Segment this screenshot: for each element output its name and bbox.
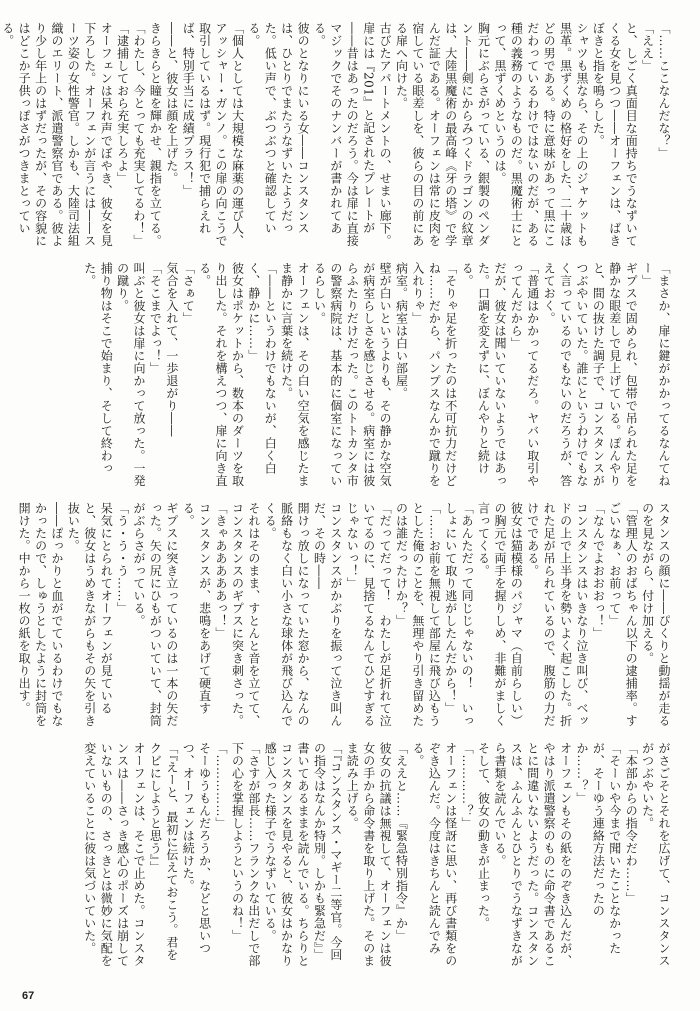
paragraph: 「『えーと、最初に伝えておこう。君をクビにしようと思う』」 xyxy=(148,742,179,961)
paragraph: 呆気にとられてオーフェンが見ていると、彼女はうめきながらもその矢を引き抜いた。 xyxy=(66,502,114,727)
paragraph: 「わたし、今とっても充実してるわ！」 xyxy=(132,22,146,247)
paragraph: そして、彼女の動きが止まった。 xyxy=(476,742,491,930)
page-number: 67 xyxy=(22,990,35,1002)
paragraph: 気合を入れて、一歩退がり―― xyxy=(164,262,179,437)
paragraph: コンスタンスが、悲鳴をあげて硬直する。 xyxy=(181,502,212,715)
paragraph: 「管理人のおばちゃん以下の逮捕率。すごいなぁ、お前って」 xyxy=(607,502,639,727)
paragraph: 「ええと……『緊急特別指令』か」 xyxy=(394,742,409,942)
paragraph: 「きゃあああああっ！」 xyxy=(214,502,229,640)
paragraph: スタンスの顔に――ぴくりと動揺が走るのを見ながら、付け加える。 xyxy=(640,502,671,727)
paragraph: オーフェンは、その白い空気を感じたまま静かに言葉を続けた。 xyxy=(279,262,311,487)
paragraph: ――ぽっかりと血がでているわけでもなかったので、しゅうとしたように封筒を開けた。中から一枚の紙を取り出す。 xyxy=(17,502,64,727)
paragraph: そーゆうもんだろうか、などと思いつつ、オーフェンは続けた。 xyxy=(181,742,212,955)
paragraph: 壁が白いというよりも、その静かな空気が病室らしさを感じさせる。病室には彼らふたりだけだった。このトトカンタ市の警察病院は、基本的に個室になっているらしい。 xyxy=(312,262,393,487)
paragraph: 「本部からの指令だわ……」 xyxy=(624,742,639,905)
paragraph: ギプスに突き立っているのは一本の矢だった。矢の尻にひもがついていて、封筒がぶらさがっている。 xyxy=(132,502,179,727)
text-tier-4 xyxy=(36,742,672,970)
paragraph: オーフェンもその紙をのぞき込んだが、やはり派遣警察のものに命令書であることに間違いないようだった。コンスタンスは、ふんふんとひとりでうなずきながら書類を読んでいる。 xyxy=(492,742,573,967)
paragraph: 書いてあるままを読んでいる。ちらりとコンスタンスを見やると、彼女はかなり感じ入った様子でうなずいている。 xyxy=(263,742,311,967)
paragraph: 彼女の抗議は無視して、オーフェンは彼女の手から命令書を取り上げた。そのまま読み上げる。 xyxy=(345,742,393,967)
paragraph: 叫ぶと彼女は扉に向かって放った。一発の蹴り。 xyxy=(115,262,146,487)
paragraph: 病室。病室は白い部屋。 xyxy=(394,262,409,400)
paragraph: 「…………？」 xyxy=(460,742,475,830)
paragraph: 捕り物はそこで始まり、そして終わった。 xyxy=(82,262,114,475)
paragraph: 「ええ」 xyxy=(640,22,655,72)
text-tier-1 xyxy=(0,22,672,250)
text-tier-2 xyxy=(36,262,672,490)
paragraph: と、しごく真面目な面持ちでうなずいてくる女を見つつ――オーフェンは、ばきぼきと指を鳴らした。 xyxy=(591,22,639,247)
paragraph: 「逮捕しておら充実しろよ」 xyxy=(115,22,130,185)
paragraph: オーフェンは、そこで止めた。コンスタンスは――さっき感心のポーズは崩していないものの、さっきとは微妙に気配を変えていることに彼は気づいていた。 xyxy=(82,742,146,967)
paragraph: 「そこまでよっ！」 xyxy=(148,262,163,375)
paragraph: きらきらと瞳を輝かせ、親指を立てる。 xyxy=(148,22,163,247)
paragraph: 「そりゃ足を折ったのは不可抗力だけどね……だから、パンプスなんかで蹴りを入れりゃ」 xyxy=(410,262,458,487)
paragraph: 「……………」 xyxy=(214,742,229,830)
text-tier-3 xyxy=(17,502,672,730)
paragraph: 彼のとなりにいる女――コンスタンスは、ひとりでまたうなずいたようだった。低い声で、ぶつぶつと確認している。 xyxy=(246,22,311,235)
paragraph: 胸元にぶらさがっている、銀製のペンダント――剣にからみつくドラゴンの紋章は、大陸黒魔術の最高峰《牙の塔》で学んだ証である。オーフェンは常に皮肉を宿している眼差しを、彼らの目の前にある扉へ向けた。 xyxy=(394,22,491,247)
paragraph: それはそのまま、すとんと音を立てて、コンスタンスのギプスに突き刺さった。 xyxy=(230,502,261,727)
paragraph: 「あんただって同じじゃないの！ いっしょにいて取り逃がしたんだから！」 xyxy=(443,502,475,727)
paragraph: 「さぁて」 xyxy=(181,262,196,325)
paragraph: 「個人としては大規模な麻薬の運び人、アッシャー・ガンノ。この扉の向こうで取引しているはず。現行犯で捕らえれば、特別手当に成績プラス！」 xyxy=(181,22,245,247)
paragraph: コンスタンスはいきなり泣き叫び、ベッドの上で上半身を勢いよく起こした。折れた足が吊られているので、腹筋の力だけでである。 xyxy=(525,502,589,727)
paragraph: 「……ここなんだな？」 xyxy=(657,22,671,160)
paragraph: 「う・う・う……」 xyxy=(115,502,130,615)
paragraph: 「なんでよおおおっ！」 xyxy=(591,502,606,640)
paragraph: 「『コンスタンス・マギー二等官。今回の指令はなんか特別。しかも緊急だ』」 xyxy=(312,742,343,961)
paragraph: コンスタンスがかぶりを振って泣き叫んだ、その時―― xyxy=(312,502,343,727)
paragraph: オーフェンは怪訝に思い、再び書類をのぞき込んだ。今度はきちんと読んでみる。 xyxy=(410,742,458,967)
paragraph: ギプスで固められ、包帯で吊られた足を静かな眼差しで見上げている。ぽんやりと、間の抜けた調子で、コンスタンスがつぶやいていた。誰にというわけでもなく言っているのでもないのだろうが、答えておく。 xyxy=(542,262,639,487)
paragraph: 古びたアパートメントの、せまい廊下。扉には『201』と記されたプレートが――昔はあったのだろう。今は扉に直接マジックでそのナンバーが書かれてある。 xyxy=(312,22,393,247)
paragraph: 「……お前を無視して部屋に飛び込もうとした俺のことを、無理やり引き留めたのは誰だったけか？」 xyxy=(394,502,442,727)
paragraph: 開けっ放しになっていた窓から、なんの脈絡もなく白い小さな球体が飛び込んでくる。 xyxy=(263,502,311,727)
paragraph: 「さすが部長……フランクな出だしで部下の心を掌握しようというのね！」 xyxy=(230,742,261,967)
paragraph: 「まさか、扉に鍵がかかってるなんてねー」 xyxy=(640,262,671,487)
paragraph: 「普通はかかってるだろ。ヤバい取引やってんだから」 xyxy=(509,262,540,487)
paragraph: シャツも黒なら、その上のジャケットも黒革。黒ずくめの格好をした、二十歳ほどの男である。特に意味があって黒にこだわっているわけではないのだが、ある種の義務のようなものだ。黒魔術士にとって、黒ずくめというのは。 xyxy=(492,22,589,247)
paragraph: 「そーいや今まで聞いたことなかったが、そーゆう連絡方法だったのか……？」 xyxy=(574,742,622,955)
paragraph: だが、彼女は聞いていないようではあった。口調を変えずに、ぼんやりと続ける。 xyxy=(460,262,507,487)
paragraph: 「――というわけでもないが、白く白く、静かに……」 xyxy=(246,262,278,475)
paragraph: オーフェンは呆れ声でぼやき、彼女を見下ろした。オーフェンが言うには――スーツ姿の女性警官。しかも、大陸司法組織のエリート、派遣警察官である。彼より少し年上のはずだったが、その容貌にはどこか子供っぽさがつきまとっている。 xyxy=(0,22,114,247)
paragraph: ――と、彼女は顔を上げた。 xyxy=(164,22,179,185)
paragraph: がさごそとそれを広げて、コンスタンスがつぶやいた。 xyxy=(640,742,671,967)
paragraph: 彼女は猫模様のパジャマ（自前らしい）の胸元で両手を握りしめ、非難がましく言ってくる。 xyxy=(476,502,524,727)
paragraph: 「だってだって！ わたしが足折れて泣いてるのに、見捨てるなんてひどすぎるじゃないっ！」 xyxy=(345,502,393,727)
paragraph: 彼女はポケットから、数本のダーツを取り出した。それを構えつつ、扉に向き直る。 xyxy=(197,262,245,487)
